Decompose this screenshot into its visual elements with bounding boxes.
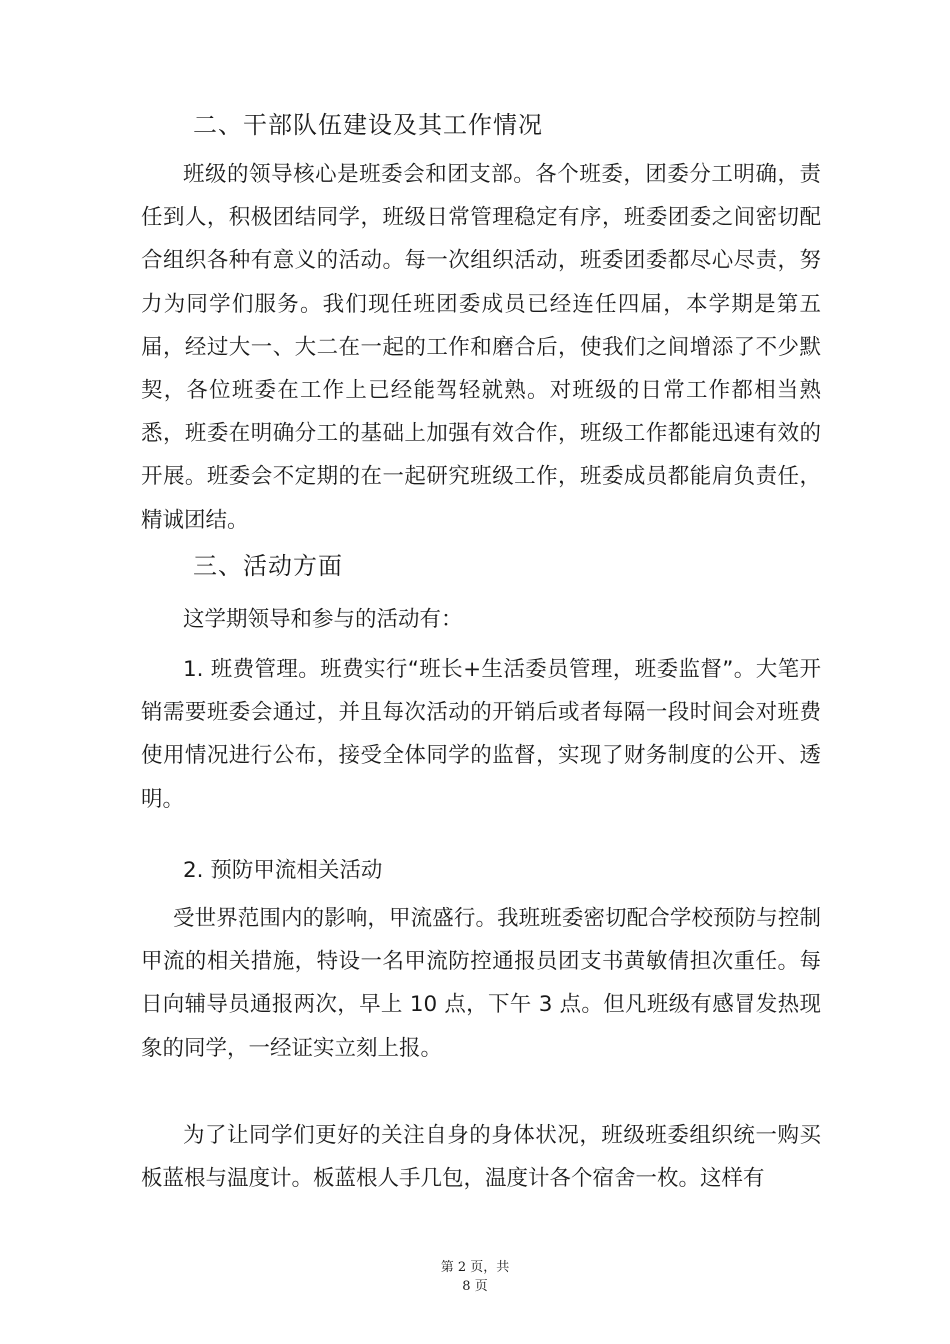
paragraph-activities-intro: 这学期领导和参与的活动有： xyxy=(183,607,463,632)
paragraph-item-class-fee: 1. 班费管理。班费实行“班长+生活委员管理，班委监督”。大笔开销需要班委会通过，并且每次活动的开销后或者每隔一段时间会对班费使用情况进行公布，接受全体同学的监督，实现了财务制度的公开、透明。 xyxy=(141,657,821,812)
page-number-line2: 8 页 xyxy=(462,1279,488,1294)
section-heading-activities: 三、活动方面 xyxy=(193,552,343,580)
page-number-footer xyxy=(425,1258,525,1296)
paragraph-flu-measures: 受世界范围内的影响，甲流盛行。我班班委密切配合学校预防与控制甲流的相关措施，特设一名甲流防控通报员团支书黄敏倩担次重任。每日向辅导员通报两次，早上 10 点，下午 3 点。但凡班级有感冒发热现象的同学，一经证实立刻上报。 xyxy=(141,906,821,1061)
paragraph-flu-supplies: 为了让同学们更好的关注自身的身体状况，班级班委组织统一购买板蓝根与温度计。板蓝根人手几包，温度计各个宿舍一枚。这样有 xyxy=(141,1123,821,1192)
section-heading-cadre: 二、干部队伍建设及其工作情况 xyxy=(193,111,543,139)
page-number-line1: 第 2 页，共 xyxy=(440,1260,510,1275)
paragraph-cadre-work: 班级的领导核心是班委会和团支部。各个班委，团委分工明确，责任到人，积极团结同学，班级日常管理稳定有序，班委团委之间密切配合组织各种有意义的活动。每一次组织活动，班委团委都尽心尽责，努力为同学们服务。我们现任班团委成员已经连任四届，本学期是第五届，经过大一、大二在一起的工作和磨合后，使我们之间增添了不少默契，各位班委在工作上已经能驾轻就熟。对班级的日常工作都相当熟悉，班委在明确分工的基础上加强有效合作，班级工作都能迅速有效的开展。班委会不定期的在一起研究班级工作，班委成员都能肩负责任，精诚团结。 xyxy=(141,162,821,533)
item-title-flu-prevention: 2. 预防甲流相关活动 xyxy=(183,858,383,883)
